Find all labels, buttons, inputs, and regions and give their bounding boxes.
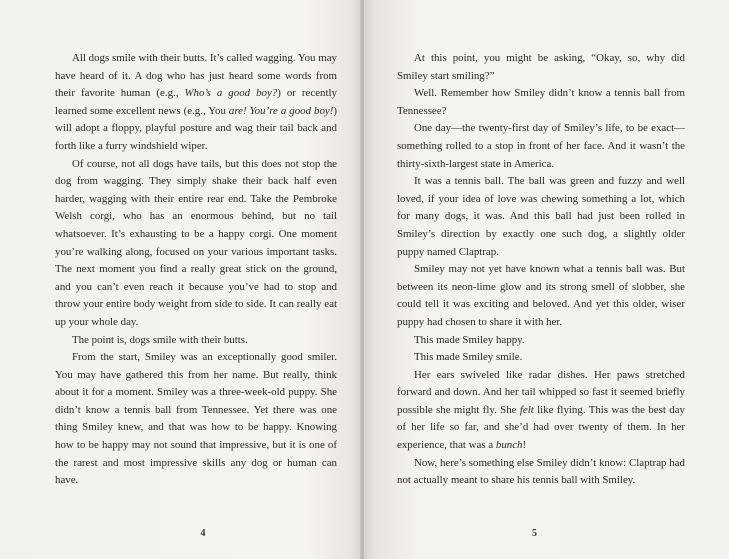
paragraph: All dogs smile with their butts. It’s called wagging. You may have heard of it. A dog who has just heard some words from their favorite human (e.g., Who’s a good boy?) or recently learned some excellent news (e.g., You are! You’re a good boy!) will adopt a floppy, playful posture and wag their tail back and forth like a furry windshield wiper. bbox=[55, 52, 338, 152]
paragraph: Of course, not all dogs have tails, but this does not stop the dog from wagging. They simply shake their back half even harder, wagging with their entire rear end. Take the Pembroke Welsh corgi, who has an enormous behind, but no tail whatsoever. It’s exhausting to be a happy corgi. One moment you’re walking along, focused on your various important tasks. The next moment you find a really great stick on the ground, and you can’t even reach it because you’ve had to stop and throw your entire body weight from side to side. It can really eat up your whole day. bbox=[55, 157, 337, 328]
left-page bbox=[0, 0, 362, 559]
right-page bbox=[364, 0, 729, 559]
left-page-number: 4 bbox=[200, 528, 206, 539]
paragraph: Now, here’s something else Smiley didn’t know: Claptrap had not actually meant to share his tennis ball with Smiley. bbox=[397, 456, 685, 487]
paragraph: Her ears swiveled like radar dishes. Her paws stretched forward and down. And her tail whipped so fast it seemed briefly possible she might fly. She felt like flying. This was the best day of her life so far, and she’d had over twenty of them. In her experience, that was a bunch! bbox=[397, 368, 685, 452]
paragraph: From the start, Smiley was an exceptionally good smiler. You may have gathered this from her name. But really, think about it for a moment. Smiley was a three-week-old puppy. She didn’t know a tennis ball from Tennessee. Yet there was one thing Smiley knew, and that was how to be happy. Knowing how to be happy may not sound that impressive, but it is one of the rarest and most impressive skills any dog or human can have. bbox=[55, 351, 337, 487]
paragraph: One day—the twenty-first day of Smiley’s life, to be exact—something rolled to a stop in front of her face. And it wasn’t the thirty-sixth-largest state in America. bbox=[397, 122, 685, 170]
paragraph: At this point, you might be asking, “Okay, so, why did Smiley start smiling?” bbox=[397, 52, 685, 82]
paragraph: This made Smiley smile. bbox=[414, 351, 523, 364]
paragraph: This made Smiley happy. bbox=[414, 333, 525, 346]
right-page-text bbox=[397, 50, 685, 490]
paragraph: The point is, dogs smile with their butts. bbox=[72, 333, 248, 346]
paragraph: Well. Remember how Smiley didn’t know a tennis ball from Tennessee? bbox=[397, 87, 685, 117]
paragraph: It was a tennis ball. The ball was green and fuzzy and well loved, if your idea of love was chewing something a lot, which for many dogs, it was. And this ball had just been rolled in Smiley’s direction by exactly one such dog, a slightly older puppy named Claptrap. bbox=[397, 175, 685, 258]
paragraph: Smiley may not yet have known what a tennis ball was. But between its neon-lime glow and its strong smell of slobber, she could tell it was exciting and beloved. And yet this older, wiser puppy had chosen to share it with her. bbox=[397, 263, 685, 328]
right-page-number: 5 bbox=[532, 528, 537, 539]
left-page-text bbox=[55, 50, 337, 490]
